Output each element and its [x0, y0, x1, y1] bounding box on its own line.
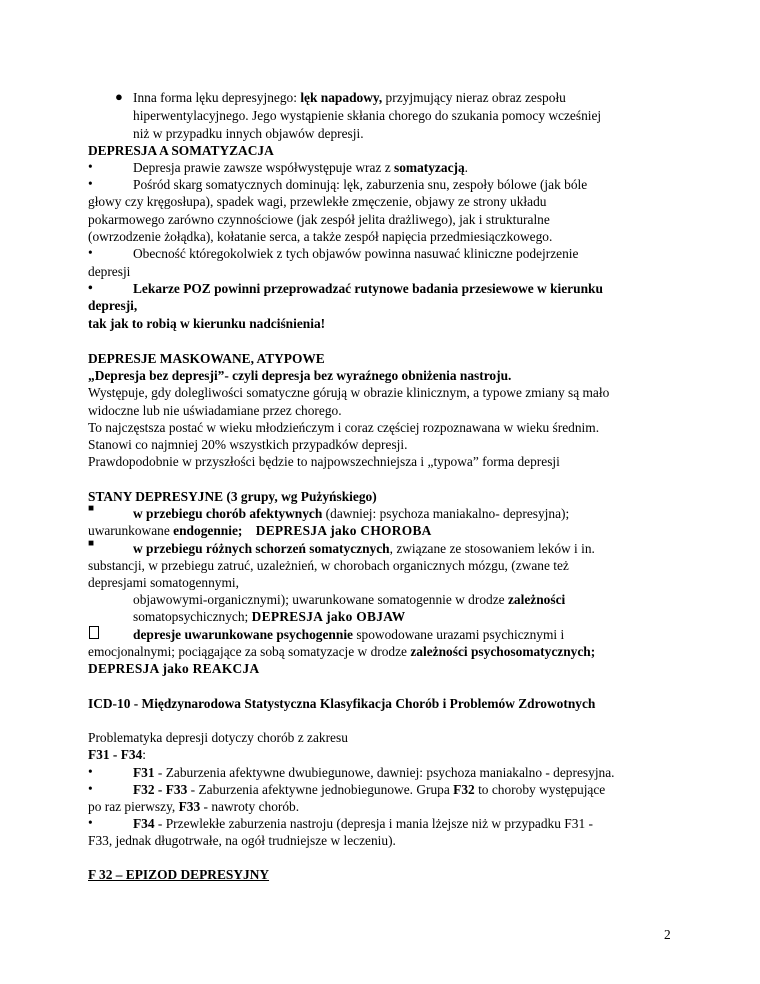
paragraph-line: Stanowi co najmniej 20% wszystkich przypadków depresji. — [88, 437, 408, 452]
paragraph-line: hiperwentylacyjnego. Jego wystąpienie skłania chorego do szukania pomocy wcześniej — [133, 108, 602, 123]
bullet-line: Obecność któregokolwiek z tych objawów powinna nasuwać kliniczne podejrzenie — [133, 246, 579, 261]
paragraph-line: depresjami somatogennymi, — [88, 575, 239, 590]
bullet-line: F32 - F33 - Zaburzenia afektywne jednobiegunowe. Grupa F32 to choroby występujące — [133, 782, 606, 797]
paragraph-line: F33, jednak długotrwałe, na ogół trudniejsze w leczeniu). — [88, 833, 396, 848]
paragraph-line: widoczne lub nie uświadamiane przez chorego. — [88, 403, 342, 418]
paragraph-line: objawowymi-organicznymi); uwarunkowane somatogennie w drodze zależności — [133, 592, 566, 607]
paragraph-line: Inna forma lęku depresyjnego: lęk napadowy, przyjmujący nieraz obraz zespołu — [133, 90, 566, 105]
quote-line: „Depresja bez depresji”- czyli depresja bez wyraźnego obniżenia nastroju. — [88, 368, 512, 383]
paragraph-line: uwarunkowane endogennie; DEPRESJA jako CHOROBA — [88, 523, 432, 538]
bullet-line: Lekarze POZ powinni przeprowadzać rutynowe badania przesiewowe w kierunku — [133, 281, 603, 296]
paragraph-line: substancji, w przebiegu zatruć, uzależnień, w chorobach organicznych mózgu, (zwane też — [88, 558, 569, 573]
square-bullet: ■ — [88, 538, 95, 549]
paragraph-line: depresji, — [88, 298, 138, 313]
bullet-dot: ● — [115, 89, 123, 104]
bullet-line: Pośród skarg somatycznych dominują: lęk, zaburzenia snu, zespoły bólowe (jak bóle — [133, 177, 588, 192]
paragraph-line: DEPRESJA jako REAKCJA — [88, 661, 260, 676]
paragraph-line: (owrzodzenie żołądka), kołatanie serca, a także zespół napięcia przedmiesiączkowego. — [88, 229, 553, 244]
paragraph-line: głowy czy kręgosłupa), spadek wagi, przewlekłe zmęczenie, objawy ze strony układu — [88, 194, 547, 209]
bullet-line: w przebiegu chorób afektywnych (dawniej: psychoza maniakalno- depresyjna); — [133, 506, 570, 521]
paragraph-line: somatopsychicznych; DEPRESJA jako OBJAW — [133, 609, 406, 624]
paragraph-line: emocjonalnymi; pociągające za sobą somatyzacje w drodze zależności psychosomatycznych; — [88, 644, 596, 659]
section-heading: ICD-10 - Międzynarodowa Statystyczna Klasyfikacja Chorób i Problemów Zdrowotnych — [88, 696, 596, 711]
square-bullet: ■ — [88, 503, 95, 514]
check-box-icon — [89, 626, 99, 639]
paragraph-line: F31 - F34: — [88, 747, 147, 762]
bullet-dot: • — [88, 245, 93, 260]
bullet-line: F31 - Zaburzenia afektywne dwubiegunowe, dawniej: psychoza maniakalno - depresyjna. — [133, 765, 615, 780]
bullet-line: depresje uwarunkowane psychogennie spowodowane urazami psychicznymi i — [133, 627, 565, 642]
section-heading: STANY DEPRESYJNE (3 grupy, wg Pużyńskiego) — [88, 489, 377, 504]
paragraph-line: Występuje, gdy dolegliwości somatyczne górują w obrazie klinicznym, a typowe zmiany są mało — [88, 385, 610, 400]
bullet-line: w przebiegu różnych schorzeń somatycznych, związane ze stosowaniem leków i in. — [133, 541, 595, 556]
bullet-dot: • — [88, 280, 93, 295]
section-heading: DEPRESJA A SOMATYZACJA — [88, 143, 274, 158]
paragraph-line: po raz pierwszy, F33 - nawroty chorób. — [88, 799, 300, 814]
paragraph-line: depresji — [88, 264, 131, 279]
bullet-dot: • — [88, 815, 93, 830]
bullet-line: F34 - Przewlekłe zaburzenia nastroju (depresja i mania lżejsze niż w przypadku F31 - — [133, 816, 593, 831]
bullet-dot: • — [88, 764, 93, 779]
paragraph-line: tak jak to robią w kierunku nadciśnienia! — [88, 316, 326, 331]
paragraph-line: Prawdopodobnie w przyszłości będzie to najpowszechniejsza i „typowa” forma depresji — [88, 454, 560, 469]
paragraph-line: pokarmowego zarówno czynnościowe (jak zespół jelita drażliwego), jak i strukturalne — [88, 212, 550, 227]
bullet-dot: • — [88, 159, 93, 174]
page-number: 2 — [664, 927, 671, 942]
bullet-dot: • — [88, 781, 93, 796]
bullet-dot: • — [88, 176, 93, 191]
paragraph-line: niż w przypadku innych objawów depresji. — [133, 126, 364, 141]
section-heading: F 32 – EPIZOD DEPRESYJNY — [88, 867, 270, 882]
bullet-line: Depresja prawie zawsze współwystępuje wraz z somatyzacją. — [133, 160, 469, 175]
paragraph-line: Problematyka depresji dotyczy chorób z zakresu — [88, 730, 348, 745]
section-heading: DEPRESJE MASKOWANE, ATYPOWE — [88, 351, 325, 366]
paragraph-line: To najczęstsza postać w wieku młodzieńczym i coraz częściej rozpoznawana w wieku średnim. — [88, 420, 600, 435]
